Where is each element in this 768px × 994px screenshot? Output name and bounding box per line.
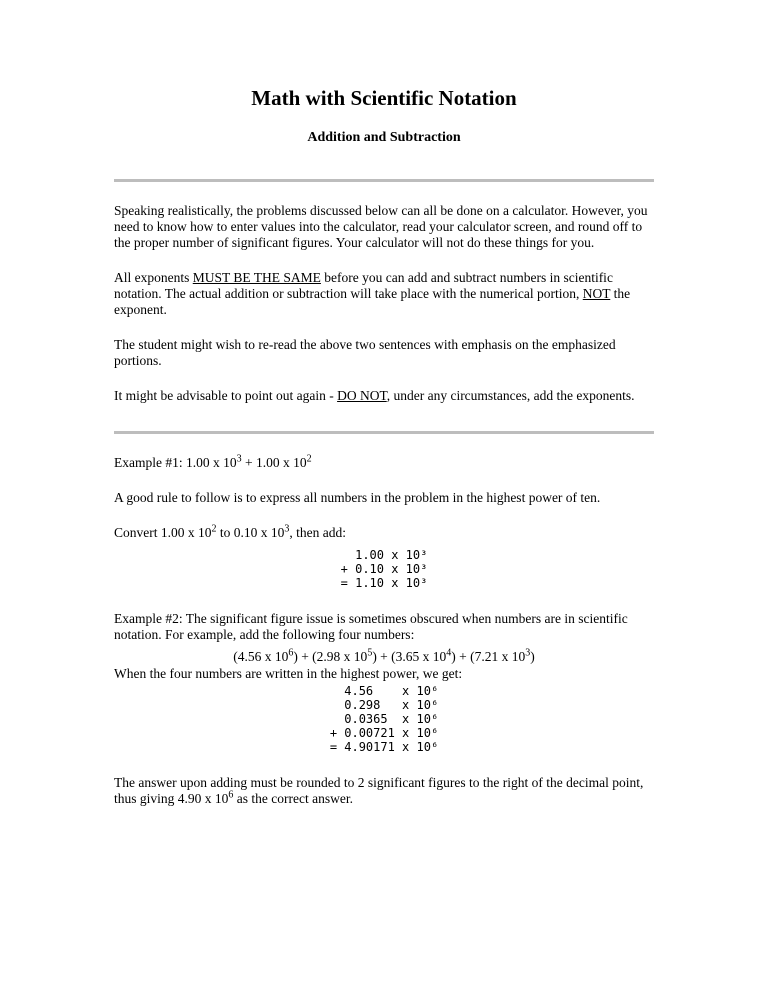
example2-equation [114, 649, 654, 665]
example2-note: When the four numbers are written in the highest power, we get: [114, 666, 463, 681]
superscript-exponent: 4 [446, 647, 452, 659]
text-run: Example #1: 1.00 x 10 [114, 455, 237, 470]
example1-convert-text [114, 525, 654, 541]
superscript-exponent: 3 [236, 453, 242, 465]
text-run: , under any circumstances, add the exponents. [386, 388, 635, 403]
calc-line: 1.00 x 10³ [340, 548, 428, 562]
superscript-exponent: 2 [306, 453, 312, 465]
text-run: (4.56 x 10 [233, 649, 289, 664]
text-run: ) [530, 649, 535, 664]
page-title: Math with Scientific Notation [251, 86, 517, 110]
calc-line: + 0.10 x 10³ [340, 562, 428, 576]
text-run: It might be advisable to point out again - [114, 388, 338, 403]
text-run: ) + (3.65 x 10 [372, 649, 447, 664]
intro-paragraph-2 [114, 270, 654, 318]
superscript-exponent: 6 [288, 647, 294, 659]
calc-line: + 0.00721 x 10⁶ [329, 726, 439, 740]
calc-line: 0.0365 x 10⁶ [329, 712, 439, 726]
calc-line: = 1.10 x 10³ [340, 576, 428, 590]
underlined-text: NOT [582, 286, 611, 301]
superscript-exponent: 3 [525, 647, 531, 659]
text-run: ) + (7.21 x 10 [451, 649, 526, 664]
calculation-lines [330, 684, 438, 754]
intro-paragraph-1: Speaking realistically, the problems discussed below can all be done on a calculator. However, you need to know how to enter values into the calculator, read your calculator screen, and round off to the proper number of significant figures. Your calculator will not do these things for you. [114, 203, 648, 250]
example1-calculation-block [114, 548, 654, 592]
text-run: the exponent. [114, 286, 631, 317]
example2-answer [114, 775, 654, 807]
text-run: + 1.00 x 10 [241, 455, 307, 470]
underlined-text: DO NOT [337, 388, 387, 403]
text-run: All exponents [114, 270, 193, 285]
superscript-exponent: 5 [367, 647, 373, 659]
text-run: The answer upon adding must be rounded to 2 significant figures to the right of the decimal point, thus giving 4.90 x 10 [114, 775, 644, 806]
text-run: ) + (2.98 x 10 [293, 649, 368, 664]
section-divider-mid [114, 431, 654, 434]
intro-paragraph-3: The student might wish to re-read the above two sentences with emphasis on the emphasized portions. [114, 337, 616, 368]
page-subtitle: Addition and Subtraction [307, 130, 461, 145]
calc-line: 0.298 x 10⁶ [329, 698, 439, 712]
section-divider-top [114, 179, 654, 182]
example1-heading [114, 455, 654, 471]
superscript-exponent: 3 [284, 523, 290, 535]
example1-rule-text: A good rule to follow is to express all numbers in the problem in the highest power of ten. [114, 490, 601, 505]
text-run: before you can add and subtract numbers in scientific notation. The actual addition or subtraction will take place with the numerical portion, [114, 270, 613, 301]
text-run: as the correct answer. [233, 791, 353, 806]
text-run: to 0.10 x 10 [216, 525, 285, 540]
text-run: , then add: [289, 525, 347, 540]
calc-line: 4.56 x 10⁶ [329, 684, 439, 698]
text-run: Convert 1.00 x 10 [114, 525, 212, 540]
superscript-exponent: 2 [211, 523, 217, 535]
calculation-lines [341, 548, 428, 590]
intro-paragraph-4 [114, 388, 654, 404]
document-page [114, 0, 654, 807]
superscript-exponent: 6 [228, 789, 234, 801]
underlined-text: MUST BE THE SAME [192, 270, 321, 285]
example2-heading: Example #2: The significant figure issue is sometimes obscured when numbers are in scientific notation. For example, add the following four numbers: [114, 611, 628, 642]
calc-line: = 4.90171 x 10⁶ [329, 740, 439, 754]
example2-calculation-block [114, 684, 654, 756]
